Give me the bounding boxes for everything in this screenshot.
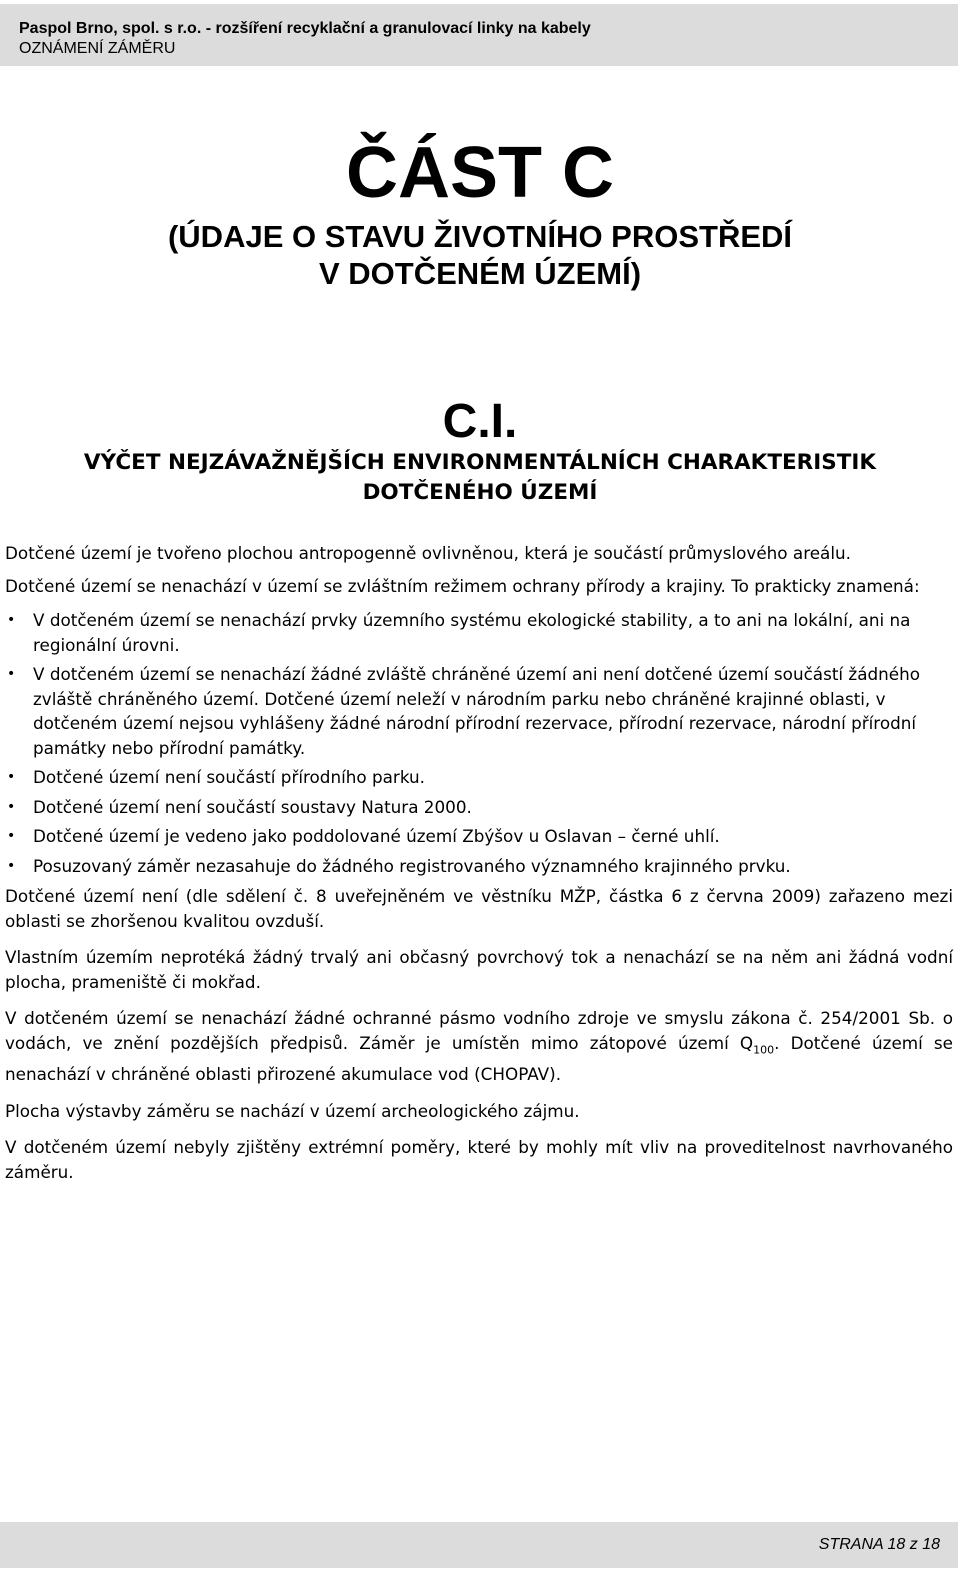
part-subtitle (0, 218, 960, 292)
part-title: ČÁST C (346, 133, 614, 213)
paragraph-surface-water: Vlastním územím neprotéká žádný trvalý ani občasný povrchový tok a nenachází se na něm ani žádná vodní plocha, prameniště či mokřad. (5, 947, 953, 992)
list-item: • Dotčené území není součástí soustavy Natura 2000. (5, 795, 953, 820)
part-subtitle-line-2: V DOTČENÉM ÚZEMÍ) (318, 256, 642, 291)
bullet-list (5, 608, 953, 878)
page-footer (0, 1522, 958, 1568)
paragraph-nature-protection: Dotčené území se nenachází v území se zvláštním režimem ochrany přírody a krajiny. To prakticky znamená: (5, 575, 920, 596)
paragraph-water-protection-text: V dotčeném území se nenachází žádné ochranné pásmo vodního zdroje ve smyslu zákona č. 254/2001 Sb. o vodách, ve znění pozdějších předpisů. Záměr je umístěn mimo zátopové území Q (5, 1008, 953, 1053)
paragraph-archaeology: Plocha výstavby záměru se nachází v území archeologického zájmu. (5, 1100, 580, 1121)
flood-zone-subscript: 100 (753, 1042, 775, 1056)
part-subtitle-line-1: (ÚDAJE O STAVU ŽIVOTNÍHO PROSTŘEDÍ (167, 219, 793, 254)
paragraph-water-protection (5, 1006, 953, 1087)
list-item: • V dotčeném území se nenachází žádné zvláště chráněné území ani není dotčené území součástí žádného zvláště chráněného území. Dotčené území neleží v národním parku nebo chráněné krajinné oblasti, v dotčeném území nejsou vyhlášeny žádné národní přírodní rezervace, přírodní rezervace, národní přírodní památky nebo přírodní památky. (5, 662, 953, 760)
paragraph-air-quality: Dotčené území není (dle sdělení č. 8 uveřejněném ve věstníku MŽP, částka 6 z června 2009) zařazeno mezi oblasti se zhoršenou kvalitou ovzduší. (5, 886, 953, 931)
paragraph-water-protection-text-end: . Dotčené území se nenachází v chráněné oblasti přirozené akumulace vod (CHOPAV). (5, 1032, 953, 1085)
paragraph-area-description: Dotčené území je tvořeno plochou antropogenně ovlivněnou, která je součástí průmyslového areálu. (5, 543, 851, 563)
list-item: • Dotčené území je vedeno jako poddolované území Zbýšov u Oslavan – černé uhlí. (5, 824, 953, 849)
page-number: STRANA 18 z 18 (818, 1536, 940, 1553)
page-header (0, 4, 958, 66)
body-text (5, 541, 953, 1196)
list-item: • V dotčeném území se nenachází prvky územního systému ekologické stability, a to ani na lokální, ani na regionální úrovni. (5, 608, 953, 657)
list-item: • Dotčené území není součástí přírodního parku. (5, 765, 953, 790)
section-title-line-2: DOTČENÉHO ÚZEMÍ (362, 480, 598, 505)
paragraph-extreme-conditions: V dotčeném území nebyly zjištěny extrémní poměry, které by mohly mít vliv na proveditelnost navrhovaného záměru. (5, 1137, 953, 1182)
header-document-type: OZNÁMENÍ ZÁMĚRU (19, 40, 176, 57)
list-item: • Posuzovaný záměr nezasahuje do žádného registrovaného významného krajinného prvku. (5, 854, 953, 879)
section-number: C.I. (442, 395, 518, 448)
section-title (0, 448, 960, 508)
section-title-line-1: VÝČET NEJZÁVAŽNĚJŠÍCH ENVIRONMENTÁLNÍCH CHARAKTERISTIK (83, 450, 877, 475)
header-company-title: Paspol Brno, spol. s r.o. - rozšíření recyklační a granulovací linky na kabely (19, 20, 591, 37)
